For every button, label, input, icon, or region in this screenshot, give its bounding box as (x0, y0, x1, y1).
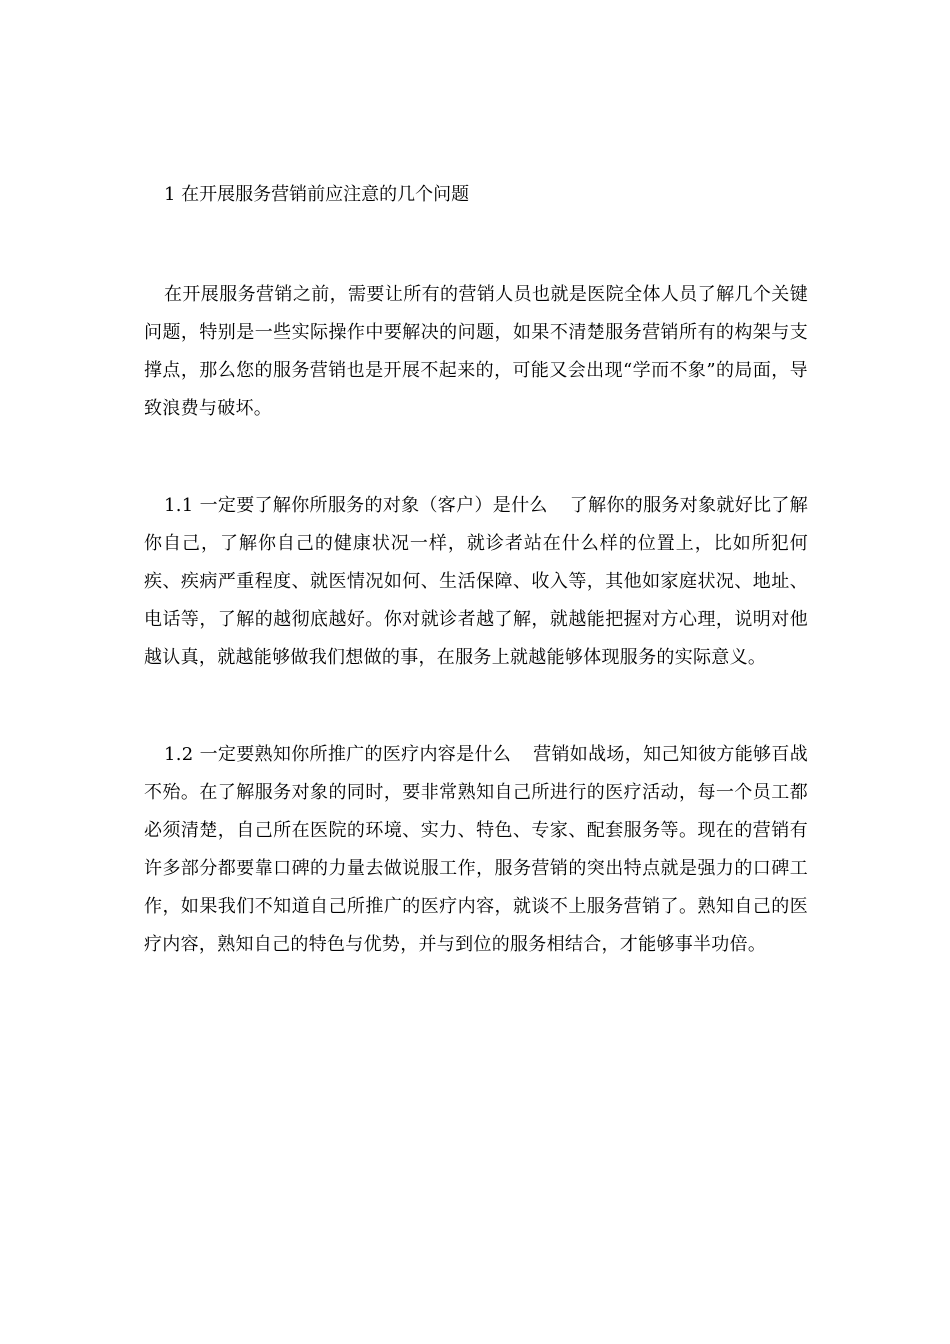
document-body (144, 176, 808, 1023)
intro-paragraph (144, 276, 808, 428)
subsection-1-1-paragraph (144, 487, 808, 677)
paragraph-text: 营销如战场，知己知彼方能够百战不殆。在了解服务对象的同时，要非常熟知自己所进行的医疗活动，每一个员工都必须清楚，自己所在医院的环境、实力、特色、专家、配套服务等。现在的营销有许多部分都要靠口碑的力量去做说服工作，服务营销的突出特点就是强力的口碑工作，如果我们不知道自己所推广的医疗内容，就谈不上服务营销了。熟知自己的医疗内容，熟知自己的特色与优势，并与到位的服务相结合，才能够事半功倍。 (144, 744, 808, 955)
subsection-1-2-paragraph (144, 736, 808, 964)
subsection-heading: 1.1 一定要了解你所服务的对象（客户）是什么 (164, 495, 548, 516)
section-heading: 1 在开展服务营销前应注意的几个问题 (164, 184, 470, 205)
subsection-heading: 1.2 一定要熟知你所推广的医疗内容是什么 (164, 744, 512, 765)
paragraph-text: 在开展服务营销之前，需要让所有的营销人员也就是医院全体人员了解几个关键问题，特别是一些实际操作中要解决的问题，如果不清楚服务营销所有的构架与支撑点，那么您的服务营销也是开展不起来的，可能又会出现“学而不象”的局面，导致浪费与破坏。 (144, 284, 808, 419)
paragraph-text: 了解你的服务对象就好比了解你自己，了解你自己的健康状况一样，就诊者站在什么样的位置上，比如所犯何疾、疾病严重程度、就医情况如何、生活保障、收入等，其他如家庭状况、地址、电话等，了解的越彻底越好。你对就诊者越了解，就越能把握对方心理，说明对他越认真，就越能够做我们想做的事，在服务上就越能够体现服务的实际意义。 (144, 495, 808, 668)
